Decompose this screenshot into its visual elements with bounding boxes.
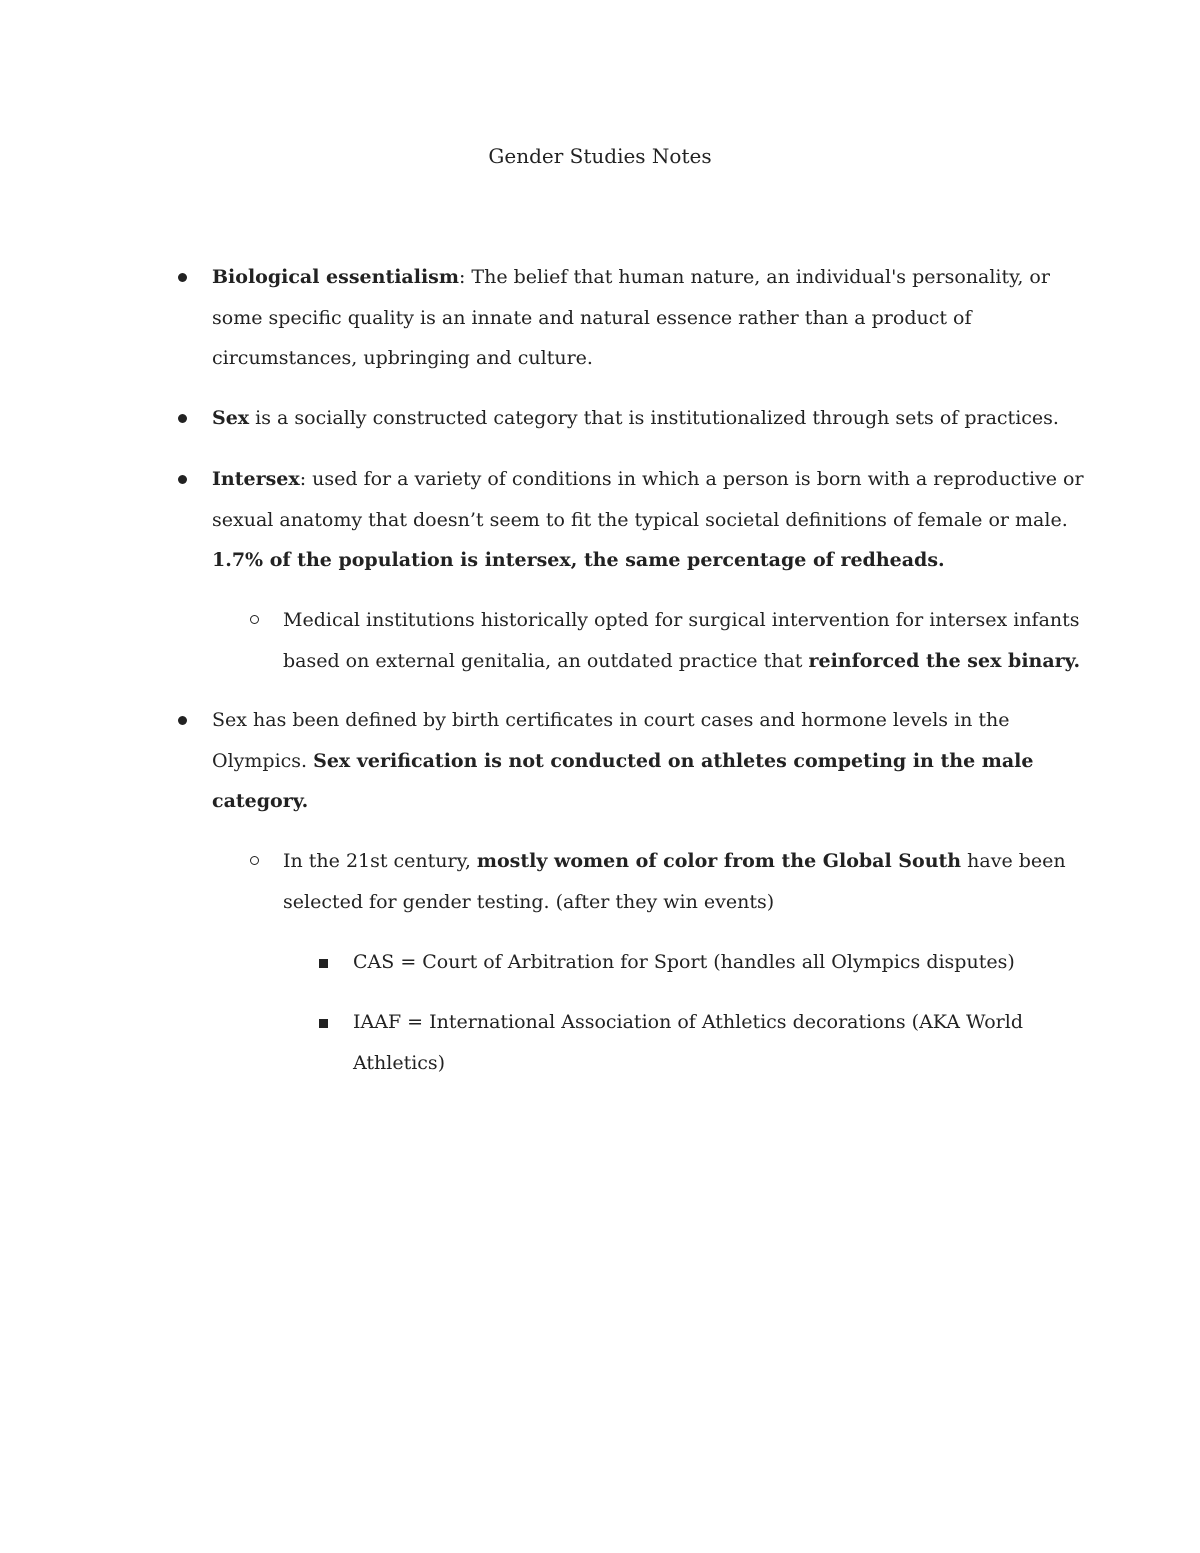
item-text: CAS = Court of Arbitration for Sport (handles all Olympics disputes) <box>353 951 1015 973</box>
item-text: IAAF = International Association of Athletics decorations (AKA World Athletics) <box>353 1011 1023 1074</box>
list-item <box>353 942 1083 983</box>
item-text: Sex has been defined by birth certificates in court cases and hormone levels in the Olympics. <box>212 709 1010 772</box>
term-biological-essentialism: Biological essentialism <box>212 266 459 288</box>
bullet-circle-icon <box>250 856 259 865</box>
bullet-square-icon <box>319 1019 328 1028</box>
item-text: : The belief that human nature, an individual's personality, or some specific quality is an innate and natural essence rather than a product of circumstances, upbringing and culture. <box>212 266 1050 369</box>
item-text: In the 21st century, <box>283 850 477 872</box>
list-item <box>353 1002 1083 1083</box>
item-bold-statement: mostly women of color from the Global South <box>476 850 962 872</box>
list-item <box>212 257 1092 379</box>
bullet-disc-icon <box>178 475 187 484</box>
item-text: Medical institutions historically opted for surgical intervention for intersex infants based on external genitalia, an outdated practice that <box>283 609 1080 672</box>
list-item <box>212 459 1092 581</box>
bullet-disc-icon <box>178 716 187 725</box>
term-sex: Sex <box>212 407 250 429</box>
item-bold-statement: Sex verification is not conducted on athletes competing in the male category. <box>212 749 1034 812</box>
item-text: have been selected for gender testing. (after they win events) <box>283 850 1066 913</box>
page-title: Gender Studies Notes <box>488 144 712 168</box>
bullet-square-icon <box>319 959 328 968</box>
item-text: is a socially constructed category that is institutionalized through sets of practices. <box>249 407 1059 429</box>
term-intersex: Intersex <box>212 468 300 490</box>
item-bold-statement: 1.7% of the population is intersex, the same percentage of redheads. <box>212 549 945 571</box>
bullet-circle-icon <box>250 615 259 624</box>
list-item <box>283 600 1083 681</box>
list-item <box>212 700 1092 822</box>
list-item <box>283 841 1083 922</box>
bullet-disc-icon <box>178 414 187 423</box>
item-bold-statement: reinforced the sex binary. <box>808 649 1081 672</box>
bullet-disc-icon <box>178 273 187 282</box>
list-item <box>212 398 1092 439</box>
item-text: : used for a variety of conditions in which a person is born with a reproductive or sexual anatomy that doesn’t seem to fit the typical societal definitions of female or male. <box>212 468 1084 531</box>
